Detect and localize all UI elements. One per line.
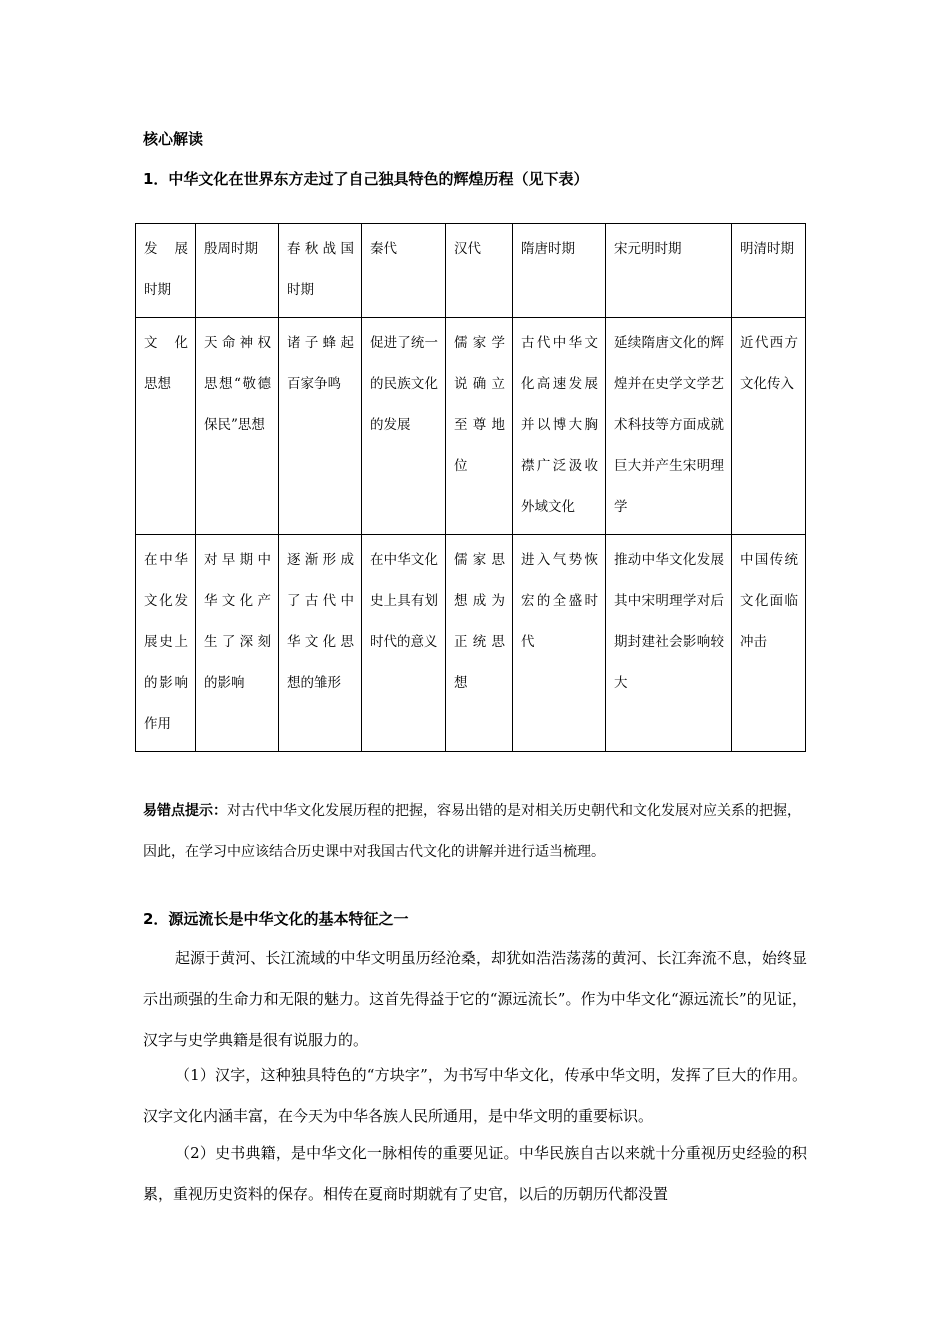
table-cell: 儒家学说确立至尊地位 (446, 318, 513, 535)
table-cell: 殷周时期 (196, 224, 279, 318)
table-cell: 文 化思想 (136, 318, 196, 535)
heading-feature: 2．源远流长是中华文化的基本特征之一 (143, 910, 409, 928)
paragraph-history-books: （2）史书典籍，是中华文化一脉相传的重要见证。中华民族自古以来就十分重视历史经验的积累，重视历史资料的保存。相传在夏商时期就有了史官，以后的历朝历代都没置 (143, 1144, 807, 1203)
table-cell: 近代西方文化传入 (732, 318, 806, 535)
heading-history: 1．中华文化在世界东方走过了自己独具特色的辉煌历程（见下表） (143, 170, 589, 188)
table-cell: 进入气势恢宏的全盛时代 (513, 535, 606, 752)
table-cell: 诸子蜂起百家争鸣 (279, 318, 362, 535)
table-row (136, 535, 806, 752)
table-cell: 天命神权思想“敬德保民”思想 (196, 318, 279, 535)
table-cell: 秦代 (362, 224, 446, 318)
table-row (136, 224, 806, 318)
table-cell: 明清时期 (732, 224, 806, 318)
paragraph-chinese-characters: （1）汉字，这种独具特色的“方块字”，为书写中华文化，传承中华文明，发挥了巨大的作用。汉字文化内涵丰富，在今天为中华各族人民所通用，是中华文明的重要标识。 (143, 1066, 807, 1125)
table-cell: 在中华文化发展史上的影响作用 (136, 535, 196, 752)
table-cell: 汉代 (446, 224, 513, 318)
table-cell: 春秋战国时期 (279, 224, 362, 318)
table-cell: 促进了统一的民族文化的发展 (362, 318, 446, 535)
table-cell: 儒家思想成为正统思想 (446, 535, 513, 752)
table-cell: 宋元明时期 (606, 224, 732, 318)
table-cell: 古代中华文化高速发展并以博大胸襟广泛汲收外域文化 (513, 318, 606, 535)
section-title: 核心解读 (143, 130, 204, 148)
error-tip-text: 对古代中华文化发展历程的把握，容易出错的是对相关历史朝代和文化发展对应关系的把握，因此，在学习中应该结合历史课中对我国古代文化的讲解并进行适当梳理。 (143, 803, 801, 860)
culture-history-table (135, 223, 806, 752)
table-cell: 发 展时期 (136, 224, 196, 318)
table-row (136, 318, 806, 535)
table-cell: 延续隋唐文化的辉煌并在史学文学艺术科技等方面成就巨大并产生宋明理学 (606, 318, 732, 535)
error-tip-label: 易错点提示： (143, 803, 227, 819)
table-cell: 中国传统文化面临冲击 (732, 535, 806, 752)
table-cell: 逐渐形成了古代中华文化思想的雏形 (279, 535, 362, 752)
table-cell: 在中华文化史上具有划时代的意义 (362, 535, 446, 752)
table-cell: 隋唐时期 (513, 224, 606, 318)
error-tip (143, 791, 805, 873)
table-cell: 推动中华文化发展其中宋明理学对后期封建社会影响较大 (606, 535, 732, 752)
table-cell: 对早期中华文化产生了深刻的影响 (196, 535, 279, 752)
paragraph-origin: 起源于黄河、长江流域的中华文明虽历经沧桑，却犹如浩浩荡荡的黄河、长江奔流不息，始终显示出顽强的生命力和无限的魅力。这首先得益于它的“源远流长”。作为中华文化“源远流长”的见证，汉字与史学典籍是很有说服力的。 (143, 949, 807, 1049)
